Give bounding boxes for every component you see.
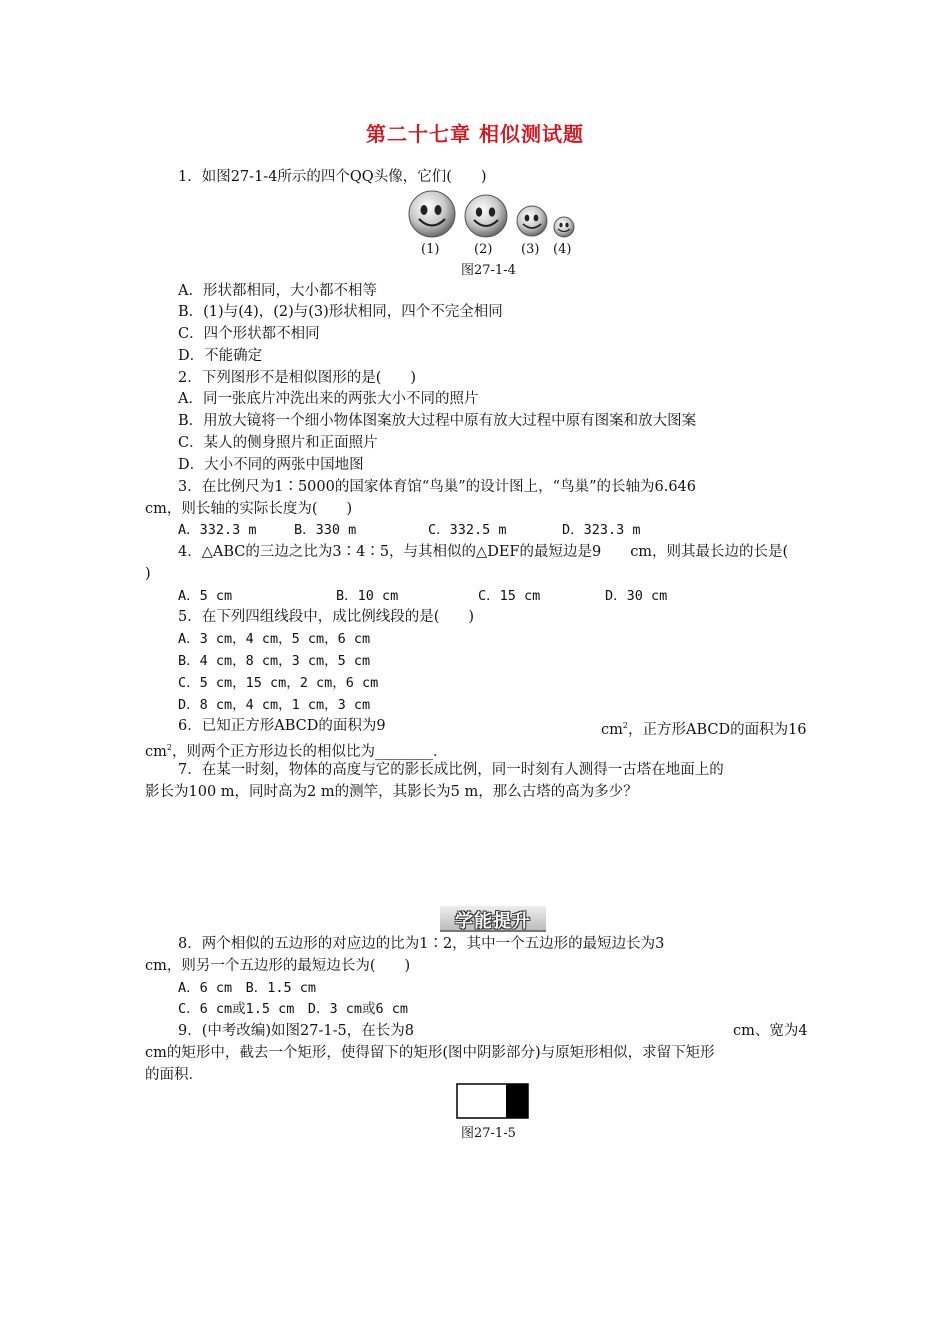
q5-stem: 5．在下列四组线段中，成比例线段的是( ) [178, 609, 475, 625]
q6-sup-1: 2 [622, 721, 628, 730]
q1-option-d: D．不能确定 [178, 348, 263, 364]
q8-options-cd: C．6 cm或1.5 cm D．3 cm或6 cm [178, 1001, 409, 1017]
q6-line2-text: ，则两个正方形边长的相似比为________． [171, 743, 448, 760]
q6-sup-2: 2 [166, 743, 172, 752]
q5-option-d: D．8 cm，4 cm，1 cm，3 cm [178, 697, 371, 713]
q5-option-c: C．5 cm，15 cm，2 cm，6 cm [178, 675, 379, 691]
q8-line1: 8．两个相似的五边形的对应边的比为1∶2，其中一个五边形的最短边长为3 [178, 936, 665, 952]
q1-option-a: A．形状都相同，大小都不相等 [178, 283, 377, 299]
q3-line2: cm，则长轴的实际长度为( ) [145, 501, 353, 517]
page-title: 第二十七章 相似测试题 [366, 122, 584, 146]
section-banner [440, 906, 546, 932]
smiley-icon-2 [465, 195, 507, 237]
q4-line1: 4．△ABC的三边之比为3∶4∶5，与其相似的△DEF的最短边是9 cm，则其最长边的长是( [178, 544, 789, 560]
q6-line2 [145, 738, 447, 762]
q2-option-d: D．大小不同的两张中国地图 [178, 457, 364, 473]
q6-part1: 6．已知正方形ABCD的面积为9 [178, 718, 386, 734]
q8-line2: cm，则另一个五边形的最短边长为( ) [145, 958, 411, 974]
q1-option-b: B．(1)与(4)，(2)与(3)形状相同，四个不完全相同 [178, 304, 503, 320]
q3-line1: 3．在比例尺为1∶5000的国家体育馆“鸟巢”的设计图上，“鸟巢”的长轴为6.646 [178, 479, 697, 495]
q1-option-c: C．四个形状都不相同 [178, 326, 320, 342]
rectangle-figure [456, 1083, 530, 1119]
figure-caption-1: 图27-1-4 [461, 263, 516, 278]
q4-option-c: C．15 cm [478, 588, 541, 604]
smiley-icon-4 [554, 217, 574, 237]
avatar-label-3: (3) [521, 242, 540, 257]
q2-stem: 2．下列图形不是相似图形的是( ) [178, 370, 417, 386]
q3-option-a: A．332.3 m [178, 522, 257, 538]
q6-unit-2: cm [145, 743, 167, 760]
section-title: 学能提升 [455, 911, 531, 932]
q4-line2: ) [145, 566, 151, 582]
avatar-label-1: (1) [421, 242, 440, 257]
q1-stem: 1．如图27-1-4所示的四个QQ头像，它们( ) [178, 169, 487, 185]
q5-option-b: B．4 cm，8 cm，3 cm，5 cm [178, 653, 371, 669]
q7-line1: 7．在某一时刻，物体的高度与它的影长成比例，同一时刻有人测得一古塔在地面上的 [178, 762, 724, 778]
q3-option-c: C．332.5 m [428, 522, 507, 538]
q6-line1-right [601, 716, 807, 740]
smiley-icon-3 [517, 206, 547, 236]
q9-part1: 9．(中考改编)如图27-1-5，在长为8 [178, 1023, 414, 1039]
q2-option-c: C．某人的侧身照片和正面照片 [178, 435, 378, 451]
q5-option-a: A．3 cm，4 cm，5 cm，6 cm [178, 631, 371, 647]
q6-part3: ，正方形ABCD的面积为16 [627, 721, 807, 738]
q8-options-ab: A．6 cm B．1.5 cm [178, 980, 317, 996]
q4-option-d: D．30 cm [605, 588, 668, 604]
smiley-icon-1 [409, 191, 455, 237]
q9-line3: 的面积． [145, 1067, 203, 1083]
q9-part2: cm、宽为4 [733, 1023, 808, 1039]
q2-option-a: A．同一张底片冲洗出来的两张大小不同的照片 [178, 391, 479, 407]
shaded-rectangle [506, 1084, 528, 1118]
avatar-label-4: (4) [553, 242, 572, 257]
q9-line2: cm的矩形中，截去一个矩形，使得留下的矩形(图中阴影部分)与原矩形相似，求留下矩形 [145, 1045, 715, 1061]
q7-line2: 影长为100 m，同时高为2 m的测竿，其影长为5 m，那么古塔的高为多少？ [145, 784, 638, 800]
q6-unit: cm [601, 721, 623, 738]
q2-option-b: B．用放大镜将一个细小物体图案放大过程中原有放大过程中原有图案和放大图案 [178, 413, 697, 429]
q4-option-b: B．10 cm [336, 588, 399, 604]
qq-avatars-figure [405, 190, 585, 242]
avatar-label-2: (2) [474, 242, 493, 257]
figure-caption-2: 图27-1-5 [461, 1126, 516, 1141]
q4-option-a: A．5 cm [178, 588, 233, 604]
q3-option-b: B．330 m [294, 522, 357, 538]
q3-option-d: D．323.3 m [562, 522, 641, 538]
